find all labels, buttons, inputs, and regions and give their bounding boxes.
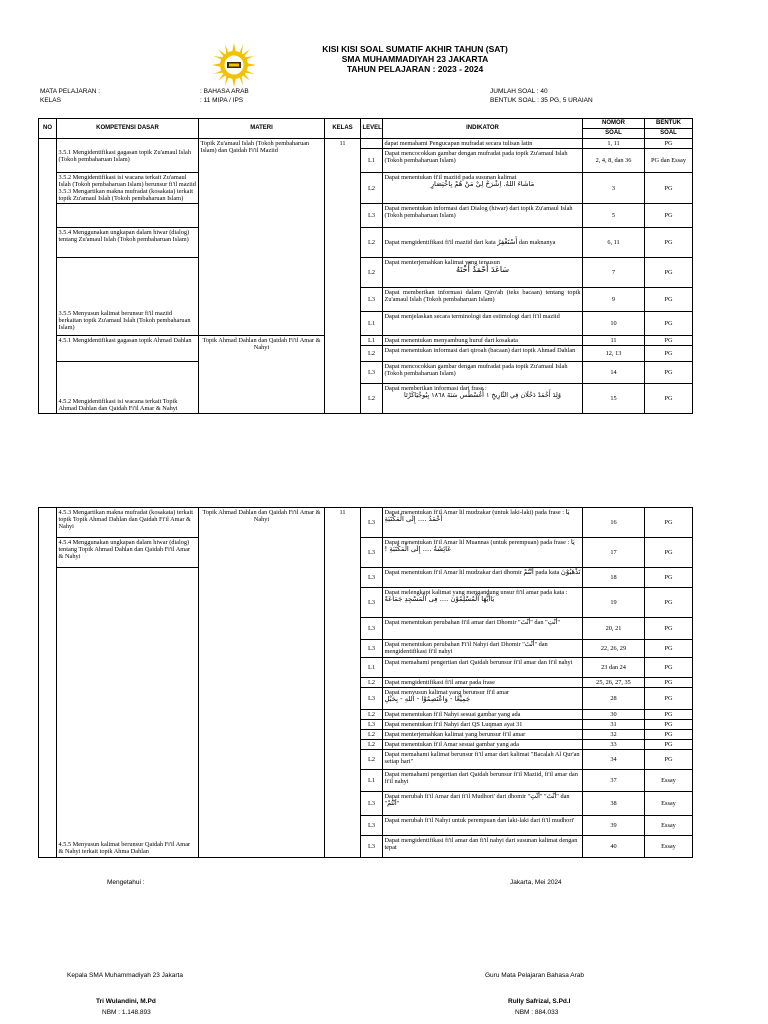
level-cell: L3 <box>361 538 383 568</box>
question-type: BENTUK SOAL : 35 PG, 5 URAIAN <box>490 97 593 104</box>
level-cell: L2 <box>361 710 383 720</box>
principal-nbm: NBM : 1.148.893 <box>102 1009 151 1016</box>
indikator-text: Dapat menyusun kalimat yang berunsur fi'il amar <box>384 689 510 696</box>
nomor-cell: 40 <box>583 836 645 858</box>
level-cell: L3 <box>361 568 383 588</box>
indikator-text: Dapat menterjemahkan kalimat yang tersusun <box>384 259 500 266</box>
bentuk-cell: PG <box>645 710 693 720</box>
col-nomor-bottom: SOAL <box>583 129 645 139</box>
bentuk-cell: PG <box>645 173 693 204</box>
indikator-cell: Dapat mengidentifikasi fi'il amar pada frase <box>383 678 583 688</box>
indikator-text: Dapat menentukan fi'il Amar lil mudzakar (untuk laki-laki) pada frase : <box>384 509 564 516</box>
nomor-cell: 17 <box>583 538 645 568</box>
bentuk-cell: PG <box>645 204 693 228</box>
indikator-cell <box>383 508 583 538</box>
indikator-cell: Dapat menjelaskan secara terminologi dan estimologi dari fi'il maziid <box>383 312 583 336</box>
col-indikator: INDIKATOR <box>383 119 583 139</box>
indikator-cell: Dapat menentukan fi'il Nahyi sesuai gambar yang ada <box>383 710 583 720</box>
teacher-role: Guru Mata Pelajaran Bahasa Arab <box>485 972 585 979</box>
kd-cell: 3.5.4 Menggunakan ungkapan dalam hiwar (dialog) tentang Zu'amaul Islah (Tokoh pembaharuan Islam) <box>57 228 199 258</box>
kelas-cell: 11 <box>325 508 361 858</box>
indikator-cell <box>383 538 583 568</box>
level-cell: L3 <box>361 792 383 816</box>
bentuk-cell: Essay <box>645 792 693 816</box>
principal-role: Kepala SMA Muhammadiyah 23 Jakarta <box>67 972 183 979</box>
nomor-cell: 37 <box>583 770 645 792</box>
indikator-text: Dapat menentukan fi'il maziid pada susunan kalimat <box>384 174 517 181</box>
indikator-text: Dapat memberikan informasi dari frase : <box>384 385 487 392</box>
bentuk-cell: PG <box>645 618 693 640</box>
table-row <box>39 139 693 149</box>
row-number <box>39 508 57 858</box>
level-cell: L3 <box>361 508 383 538</box>
nomor-cell: 30 <box>583 710 645 720</box>
nomor-cell: 22, 26, 29 <box>583 640 645 658</box>
nomor-cell: 19 <box>583 588 645 618</box>
level-cell: L2 <box>361 228 383 258</box>
nomor-cell: 3 <box>583 173 645 204</box>
level-cell: L3 <box>361 288 383 312</box>
level-cell: L2 <box>361 173 383 204</box>
nomor-cell: 1, 11 <box>583 139 645 149</box>
indikator-cell: Dapat menentukan perubahan Fi'il Nahyi dari Dhomir "أَنْتَ" dan mengidentifikasi fi'il nahyi <box>383 640 583 658</box>
bentuk-cell: PG <box>645 362 693 384</box>
bentuk-cell: PG <box>645 346 693 362</box>
indikator-cell: Dapat menentukan perubahan fi'il amar dari Dhomir "أَنْتَ" dan "أَنْتِ" <box>383 618 583 640</box>
blueprint-table-2 <box>38 507 693 858</box>
table-row <box>39 538 693 568</box>
academic-year: TAHUN PELAJARAN : 2023 - 2024 <box>346 64 484 74</box>
table-row <box>39 508 693 538</box>
bentuk-cell: Essay <box>645 836 693 858</box>
col-bentuk-bottom: SOAL <box>645 129 693 139</box>
indikator-text: Dapat menentukan fi'il Amar lil Muannas (untuk perempuan) pada frase : <box>384 539 570 546</box>
indikator-cell: Dapat merubah fi'il Amar dari fi'il Mudhori' dari dhomir "أَنْتَ" "أَنْتِ" dan "أَنْتُمْ" <box>383 792 583 816</box>
col-no: NO <box>39 119 57 139</box>
bentuk-cell: PG <box>645 288 693 312</box>
kd-text: 3.5.2 Mengidentifikasi isi wacana terkait Zu'amaul Islah (Tokoh pembaharuan Islam) berunsur fi'il maziid <box>58 174 196 188</box>
bentuk-cell: PG <box>645 658 693 678</box>
indikator-cell <box>383 384 583 414</box>
arabic-text: أَسْتَغْفِرُ <box>497 238 518 246</box>
materi-cell: Topik Ahmad Dahlan dan Qaidah Fi'il Amar & Nahyi <box>199 508 325 858</box>
level-cell: L2 <box>361 258 383 288</box>
nomor-cell: 15 <box>583 384 645 414</box>
bentuk-cell: PG <box>645 640 693 658</box>
indikator-cell: Dapat memahami pengertian dari Qaidah berunsur fi'il amar dan fi'il nahyi <box>383 658 583 678</box>
acknowledged-label: Mengetahui : <box>107 879 145 886</box>
bentuk-cell: PG <box>645 588 693 618</box>
level-cell: L1 <box>361 336 383 346</box>
arabic-text: تَذْهَبُوْنَ <box>560 568 581 576</box>
kd-text: 3.5.3 Mengartikan makna mufradat (kosakata) terkait topik Zu'amaul Islah (Tokoh pembaharuan Islam) <box>58 188 193 202</box>
class-label: KELAS <box>40 97 61 104</box>
subject-label: MATA PELAJARAN : <box>40 88 101 95</box>
indikator-cell: Dapat menterjemahkan kalimat yang berunsur fi'il amar <box>383 730 583 740</box>
nomor-cell: 16 <box>583 508 645 538</box>
bentuk-cell: PG <box>645 750 693 770</box>
indikator-cell: Dapat memahami pengertian dari Qaidah berunsur fi'il Maziid, fi'il amar dan fi'il nahyi <box>383 770 583 792</box>
level-cell: L3 <box>361 720 383 730</box>
teacher-name: Rully Safrizal, S.Pd.I <box>508 998 571 1005</box>
nomor-cell: 9 <box>583 288 645 312</box>
col-nomor-top: NOMOR <box>583 119 645 129</box>
arabic-text: يَاأَيُّهَا الْمُسْلِمُوْنَ .... فِى الْمَسْجِدِ جَمَاعَةً <box>384 595 495 603</box>
indikator-cell <box>383 588 583 618</box>
level-cell: L3 <box>361 618 383 640</box>
kd-cell: 4.5.3 Mengartikan makna mufradat (kosakata) terkait topik Topik Ahmad Dahlan dan Qaidah Fi'il Amar & Nahyi <box>57 508 199 538</box>
bentuk-cell: PG <box>645 688 693 710</box>
nomor-cell: 7 <box>583 258 645 288</box>
place-date: Jakarta, Mei 2024 <box>510 879 562 886</box>
bentuk-cell: Essay <box>645 770 693 792</box>
kd-cell: 4.5.5 Menyusun kalimat berunsur Qaidah Fi'il Amar & Nahyi terkait topik Ahma Dahlan <box>57 568 199 858</box>
materi-cell: Topik Ahmad Dahlan dan Qaidah Fi'il Amar & Nahyi <box>199 336 325 414</box>
document-title: KISI KISI SOAL SUMATIF AKHIR TAHUN (SAT) <box>322 44 508 54</box>
bentuk-cell: PG <box>645 740 693 750</box>
bentuk-cell: PG <box>645 228 693 258</box>
indikator-cell <box>383 258 583 288</box>
bentuk-cell: PG <box>645 336 693 346</box>
bentuk-cell: PG <box>645 568 693 588</box>
indikator-cell: Dapat mencocokkan gambar dengan mufradat pada topik Zu'amaul Islah (Tokoh pembaharuan Islam) <box>383 362 583 384</box>
indikator-cell: Dapat mencocokkan gambar dengan mufradat pada topik Zu'amaul Islah (Tokoh pembaharuan Islam) <box>383 149 583 173</box>
nomor-cell: 31 <box>583 720 645 730</box>
col-bentuk-top: BENTUK <box>645 119 693 129</box>
principal-name: Tri Wulandini, M.Pd <box>96 998 156 1005</box>
indikator-cell: Dapat menentukan fi'il Amar sesuai gambar yang ada <box>383 740 583 750</box>
bentuk-cell: PG dan Essay <box>645 149 693 173</box>
level-cell: L3 <box>361 836 383 858</box>
nomor-cell: 25, 26, 27, 35 <box>583 678 645 688</box>
table-row <box>39 336 693 346</box>
level-cell: L1 <box>361 312 383 336</box>
level-cell: L1 <box>361 149 383 173</box>
level-cell: L1 <box>361 658 383 678</box>
kd-cell: 4.5.1 Mengidentifikasi gagasan topik Ahmad Dahlan <box>57 336 199 362</box>
level-cell: L2 <box>361 678 383 688</box>
col-level: LEVEL <box>361 119 383 139</box>
kd-cell <box>57 204 199 228</box>
arabic-text: يَا أَحْمَدُ .... إِلَى الْمَكْتَبَةِ <box>384 508 570 523</box>
nomor-cell: 28 <box>583 688 645 710</box>
level-cell: L3 <box>361 362 383 384</box>
level-cell: L3 <box>361 640 383 658</box>
nomor-cell: 6, 11 <box>583 228 645 258</box>
arabic-text: يَا عَائِشَةُ .... إِلَى الْمَكْتَبَةِ ! <box>384 538 575 553</box>
level-cell <box>361 139 383 149</box>
bentuk-cell: PG <box>645 139 693 149</box>
nomor-cell: 20, 21 <box>583 618 645 640</box>
nomor-cell: 5 <box>583 204 645 228</box>
indikator-text: pada kata <box>535 569 560 576</box>
nomor-cell: 32 <box>583 730 645 740</box>
col-kelas: KELAS <box>325 119 361 139</box>
indikator-cell: Dapat mengidentifikasi fi'il amar dan fi'il nahyi dari susunan kalimat dengan tepat <box>383 836 583 858</box>
bentuk-cell: PG <box>645 312 693 336</box>
kd-cell: 3.5.1 Mengidentifikasi gagasan topik Zu'amaul Islah (Tokoh pembaharuan Islam) <box>57 139 199 173</box>
bentuk-cell: PG <box>645 730 693 740</box>
nomor-cell: 12, 13 <box>583 346 645 362</box>
indikator-text: Dapat mengidentifikasi fi'il maziid dari kata <box>384 239 496 246</box>
table-row <box>39 362 693 384</box>
level-cell: L3 <box>361 816 383 836</box>
col-materi: MATERI <box>199 119 325 139</box>
teacher-nbm: NBM : 884.033 <box>515 1009 559 1016</box>
level-cell: L2 <box>361 730 383 740</box>
question-count: JUMLAH SOAL : 40 <box>490 88 548 95</box>
level-cell: L2 <box>361 750 383 770</box>
nomor-cell: 14 <box>583 362 645 384</box>
indikator-cell <box>383 688 583 710</box>
materi-cell: Topik Zu'amaul Islah (Tokoh pembaharuan Islam) dan Qaidah Fi'il Maziid <box>199 139 325 336</box>
kelas-cell: 11 <box>325 139 361 414</box>
level-cell: L1 <box>361 770 383 792</box>
indikator-cell: Dapat menentukan menyambung huruf dari kosakata <box>383 336 583 346</box>
indikator-cell: Dapat merubah fi'il Nahyi untuk perempuan dan laki-laki dari fi'il mudhori' <box>383 816 583 836</box>
school-name: SMA MUHAMMADIYAH 23 JAKARTA <box>341 54 489 64</box>
indikator-cell: Dapat menentukan informasi dari Dialog (hiwar) dari topik Zu'amaul Islah (Tokoh pembaharuan Islam) <box>383 204 583 228</box>
level-cell: L2 <box>361 740 383 750</box>
nomor-cell: 23 dan 24 <box>583 658 645 678</box>
indikator-text: Dapat melengkapi kalimat yang mengandung unsur fi'il amar pada kata : <box>384 589 568 596</box>
arabic-text: وُلِدَ أَحْمَدُ دَحْلَان فِي التَّارِيخِ ١ أُغُسْطُس سَنَةَ ١٨٦٨ بِيُوجْيَاكَرْتَا <box>404 391 561 399</box>
level-cell: L2 <box>361 384 383 414</box>
indikator-cell <box>383 568 583 588</box>
blueprint-table-1 <box>38 118 693 414</box>
nomor-cell: 2, 4, 8, dan 36 <box>583 149 645 173</box>
table-row <box>39 173 693 204</box>
kd-cell: 4.5.4 Menggunakan ungkapan dalam hiwar (dialog) tentang Topik Ahmad Dahlan dan Qaidah Fi'il Amar & Nahyi <box>57 538 199 568</box>
arabic-text: مَاشَاءَ اللهُ. اِشْرَحْ لِيْ مَنْ هُمْ بِاخْتِصَارٍ <box>430 180 535 188</box>
indikator-cell: Dapat menentukan informasi dari qiroah (bacaan) dari topik Ahmad Dahlan <box>383 346 583 362</box>
indikator-cell <box>383 228 583 258</box>
indikator-cell: Dapat memberikan informasi dalam Qiro'ah (teks bacaan) tentang topik Zu'amaul Islah (Tokoh pembaharuan Islam) <box>383 288 583 312</box>
nomor-cell: 39 <box>583 816 645 836</box>
table-row <box>39 204 693 228</box>
table-row <box>39 568 693 588</box>
indikator-cell: dapat memahami Pengucapan mufradat secara tulisan latin <box>383 139 583 149</box>
level-cell: L3 <box>361 688 383 710</box>
subject-value: : BAHASA ARAB <box>200 88 249 95</box>
table-row <box>39 258 693 288</box>
bentuk-cell: PG <box>645 538 693 568</box>
nomor-cell: 18 <box>583 568 645 588</box>
level-cell: L3 <box>361 588 383 618</box>
row-number <box>39 139 57 414</box>
indikator-cell: Dapat memahami kalimat berunsur fi'il amar dari kalimat "Bacalah Al Qur'an setiap hari" <box>383 750 583 770</box>
indikator-cell: Dapat menentukan fi'il Nahyi dari QS Luqman ayat 31 <box>383 720 583 730</box>
kd-cell <box>57 173 199 204</box>
bentuk-cell: PG <box>645 508 693 538</box>
kd-cell: 4.5.2 Mengidentifikasi isi wacana terkait Topik Ahmad Dahlan dan Qaidah Fi'il Amar & Nahyi <box>57 362 199 414</box>
nomor-cell: 33 <box>583 740 645 750</box>
level-cell: L2 <box>361 346 383 362</box>
bentuk-cell: Essay <box>645 816 693 836</box>
nomor-cell: 38 <box>583 792 645 816</box>
nomor-cell: 11 <box>583 336 645 346</box>
class-value: : 11 MIPA / IPS <box>200 97 244 104</box>
bentuk-cell: PG <box>645 678 693 688</box>
bentuk-cell: PG <box>645 258 693 288</box>
bentuk-cell: PG <box>645 720 693 730</box>
arabic-text: أَنْتُمْ <box>523 568 534 576</box>
nomor-cell: 10 <box>583 312 645 336</box>
bentuk-cell: PG <box>645 384 693 414</box>
table-row <box>39 228 693 258</box>
col-kompetensi: KOMPETENSI DASAR <box>57 119 199 139</box>
arabic-text: سَاعَدَ أَحْمَدُ أُخْتَهُ <box>455 265 510 274</box>
indikator-cell <box>383 173 583 204</box>
indikator-text: dan maknanya <box>518 239 556 246</box>
level-cell: L3 <box>361 204 383 228</box>
arabic-text: جَمِيْعًا - وَاعْتَصِمُوْا - اللهِ - بِحَبْلِ <box>384 695 471 703</box>
indikator-text: Dapat menentukan fi'il Amar lil mudzakar dari dhomir <box>384 569 522 576</box>
nomor-cell: 34 <box>583 750 645 770</box>
kd-cell: 3.5.5 Menyusun kalimat berunsur fi'il maziid berkaitan topik Zu'amaul Islah (Tokoh pembaharuan Islam) <box>57 258 199 336</box>
